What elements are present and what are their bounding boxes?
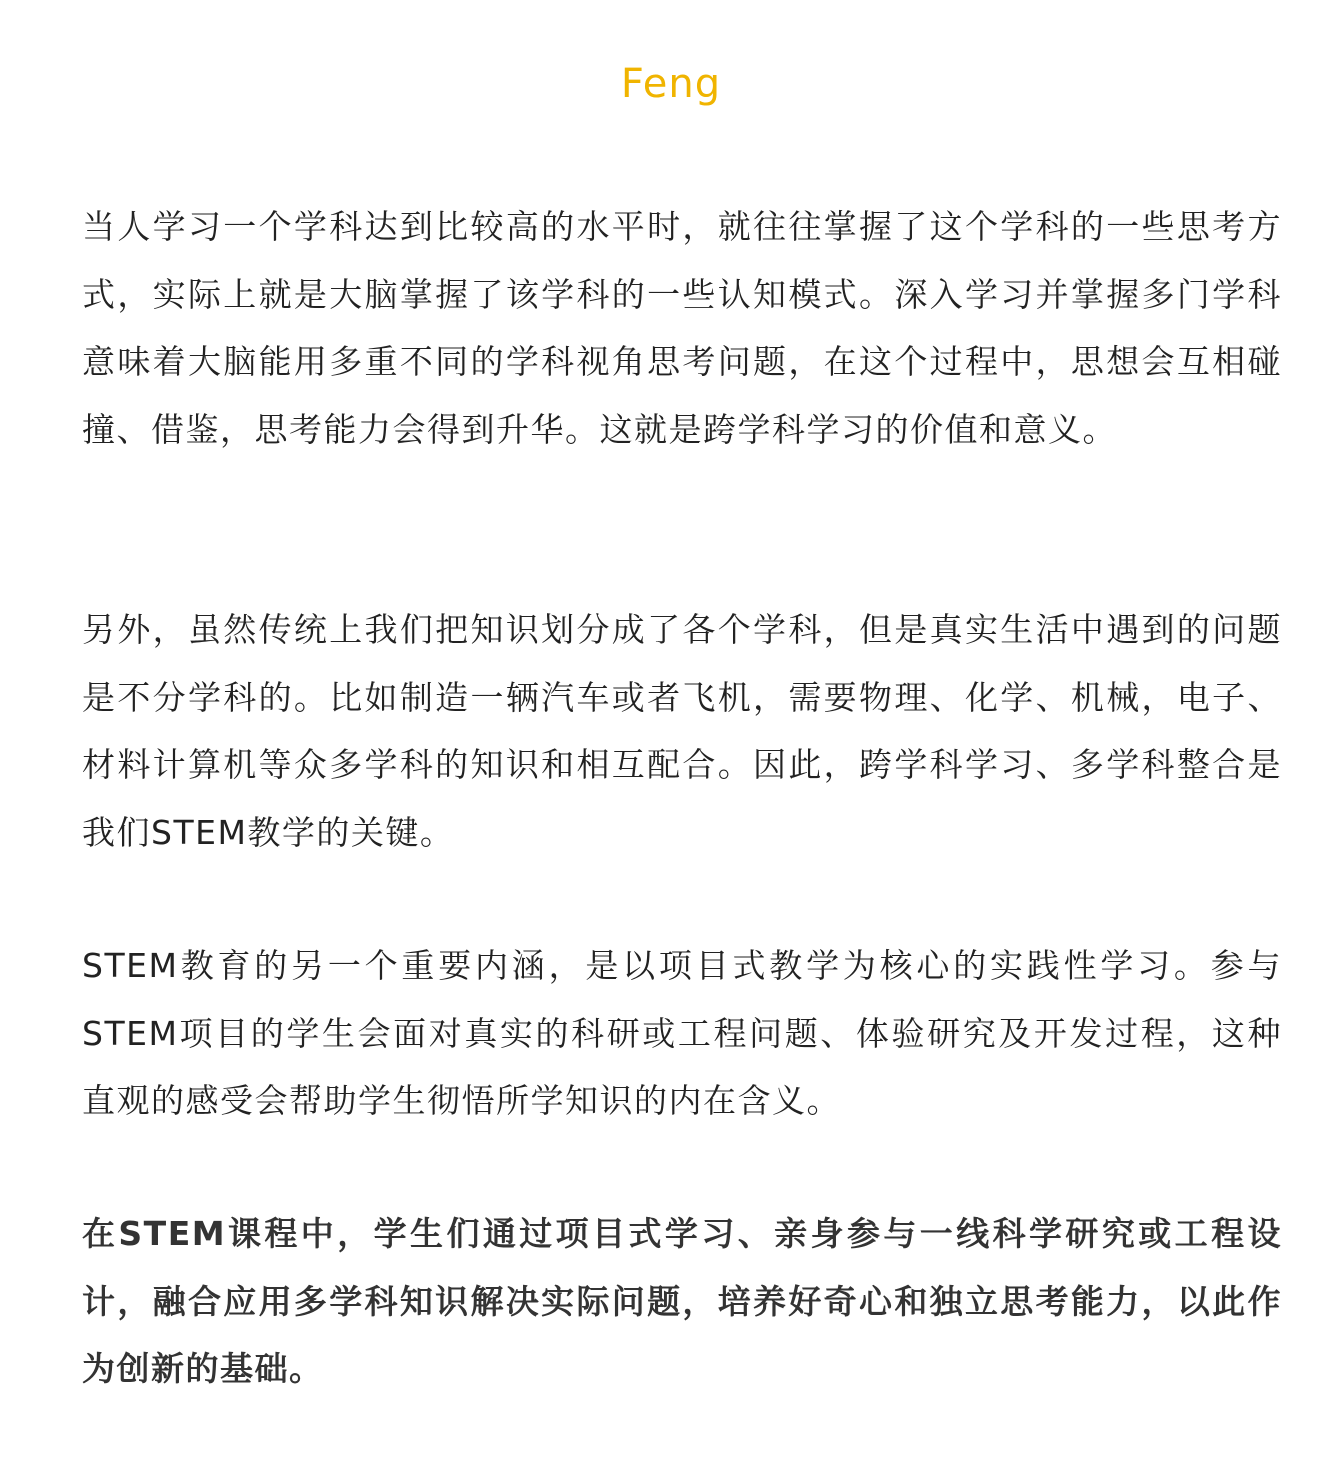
paragraph-real-world-problems: 另外，虽然传统上我们把知识划分成了各个学科，但是真实生活中遇到的问题是不分学科的。比如制造一辆汽车或者飞机，需要物理、化学、机械，电子、材料计算机等众多学科的知识和相互配合。因此，跨学科学习、多学科整合是我们STEM教学的关键。	[82, 610, 1282, 852]
paragraph-project-based-learning: STEM教育的另一个重要内涵，是以项目式教学为核心的实践性学习。参与STEM项目的学生会面对真实的科研或工程问题、体验研究及开发过程，这种直观的感受会帮助学生彻悟所学知识的内在含义。	[82, 946, 1282, 1120]
author-name: Feng	[620, 61, 722, 107]
paragraph-stem-curriculum: 在STEM课程中，学生们通过项目式学习、亲身参与一线科学研究或工程设计，融合应用多学科知识解决实际问题，培养好奇心和独立思考能力，以此作为创新的基础。	[82, 1214, 1282, 1388]
paragraph-interdisciplinary-value: 当人学习一个学科达到比较高的水平时，就往往掌握了这个学科的一些思考方式，实际上就是大脑掌握了该学科的一些认知模式。深入学习并掌握多门学科意味着大脑能用多重不同的学科视角思考问题，在这个过程中，思想会互相碰撞、借鉴，思考能力会得到升华。这就是跨学科学习的价值和意义。	[82, 207, 1282, 449]
